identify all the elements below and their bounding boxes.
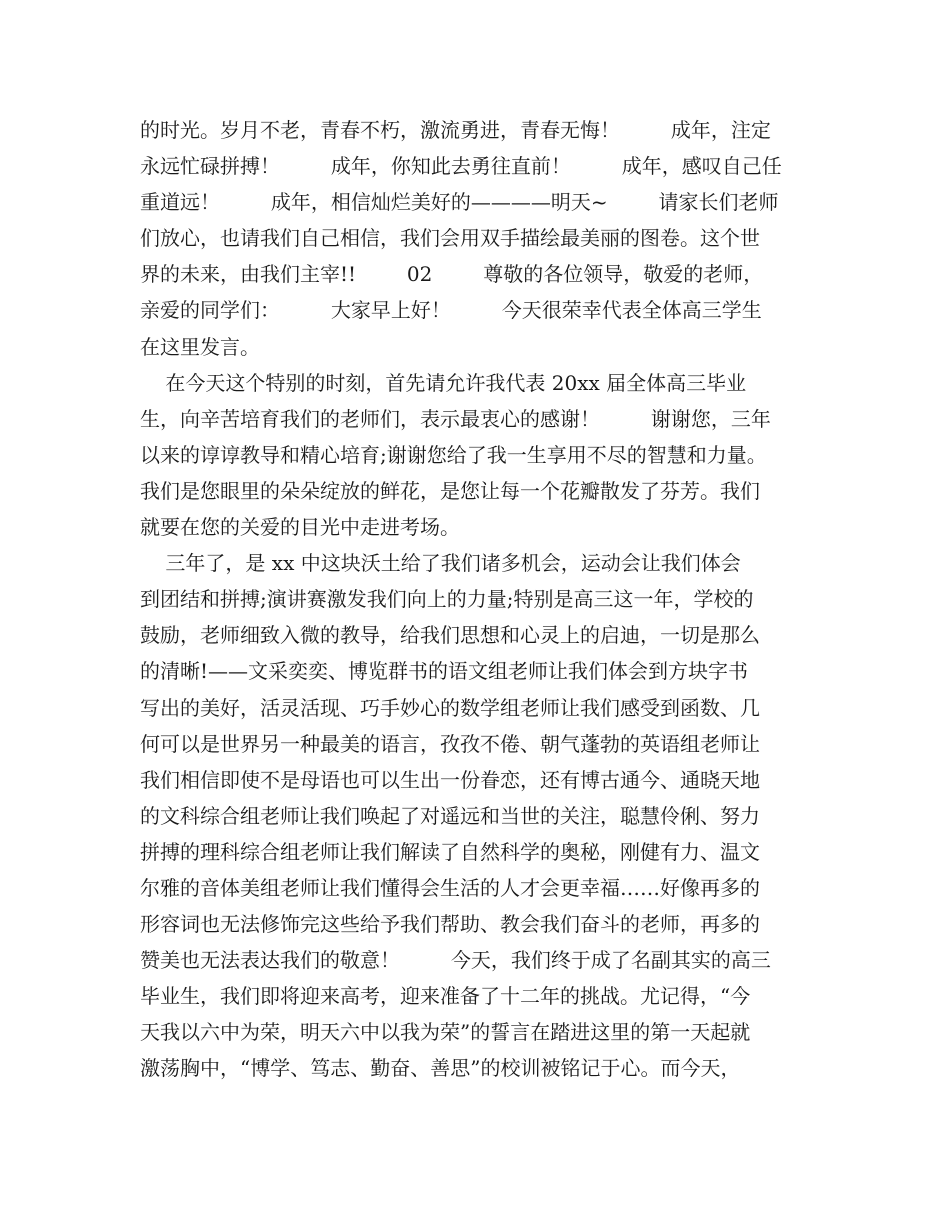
text-line: 亲爱的同学们： 大家早上好！ 今天很荣幸代表全体高三学生: [140, 298, 762, 323]
speech-text: [140, 112, 830, 1087]
text-line: 天我以六中为荣，明天六中以我为荣”的誓言在踏进这里的第一天起就: [140, 1020, 751, 1045]
text-line: 鼓励，老师细致入微的教导，给我们思想和心灵上的启迪，一切是那么: [140, 623, 760, 648]
text-line: 界的未来，由我们主宰!! 02 尊敬的各位领导，敬爱的老师，: [140, 262, 764, 287]
text-line: 重道远！ 成年，相信灿烂美好的————明天~ 请家长们老师: [140, 190, 779, 215]
text-line: 以来的谆谆教导和精心培育;谢谢您给了我一生享用不尽的智慧和力量。: [140, 442, 767, 467]
text-line: 的清晰!——文采奕奕、博览群书的语文组老师让我们体会到方块字书: [140, 659, 749, 684]
text-line: 毕业生，我们即将迎来高考，迎来准备了十二年的挑战。尤记得，“今: [140, 984, 751, 1009]
text-line: 我们相信即使不是母语也可以生出一份眷恋，还有博古通今、通晓天地: [140, 767, 760, 792]
text-line: 何可以是世界另一种最美的语言，孜孜不倦、朝气蓬勃的英语组老师让: [140, 731, 760, 756]
text-line: 尔雅的音体美组老师让我们懂得会生活的人才会更幸福……好像再多的: [140, 875, 760, 900]
text-line: 赞美也无法表达我们的敬意！ 今天，我们终于成了名副其实的高三: [140, 948, 771, 973]
text-line: 到团结和拼搏;演讲赛激发我们向上的力量;特别是高三这一年，学校的: [140, 587, 754, 612]
text-line: 拼搏的理科综合组老师让我们解读了自然科学的奥秘，刚健有力、温文: [140, 839, 760, 864]
text-line: 的文科综合组老师让我们唤起了对遥远和当世的关注，聪慧伶俐、努力: [140, 803, 760, 828]
text-line: 就要在您的关爱的目光中走进考场。: [140, 515, 460, 540]
text-line: 形容词也无法修饰完这些给予我们帮助、教会我们奋斗的老师，再多的: [140, 912, 760, 937]
text-line: 写出的美好，活灵活现、巧手妙心的数学组老师让我们感受到函数、几: [140, 695, 760, 720]
text-line: 的时光。岁月不老，青春不朽，激流勇进，青春无悔！ 成年，注定: [140, 118, 771, 142]
text-line: 我们是您眼里的朵朵绽放的鲜花，是您让每一个花瓣散发了芬芳。我们: [140, 478, 760, 503]
text-line: 在这里发言。: [140, 334, 260, 359]
text-line: 永远忙碌拼搏！ 成年，你知此去勇往直前！ 成年，感叹自己任: [140, 154, 782, 179]
text-line: 激荡胸中，“博学、笃志、勤奋、善思”的校训被铭记于心。而今天，: [140, 1056, 741, 1081]
text-line: 三年了，是 xx 中这块沃土给了我们诸多机会，运动会让我们体会: [140, 551, 741, 576]
text-line: 在今天这个特别的时刻，首先请允许我代表 20xx 届全体高三毕业: [140, 370, 747, 395]
text-line: 生，向辛苦培育我们的老师们，表示最衷心的感谢！ 谢谢您，三年: [140, 406, 771, 431]
text-line: 们放心，也请我们自己相信，我们会用双手描绘最美丽的图卷。这个世: [140, 226, 760, 251]
